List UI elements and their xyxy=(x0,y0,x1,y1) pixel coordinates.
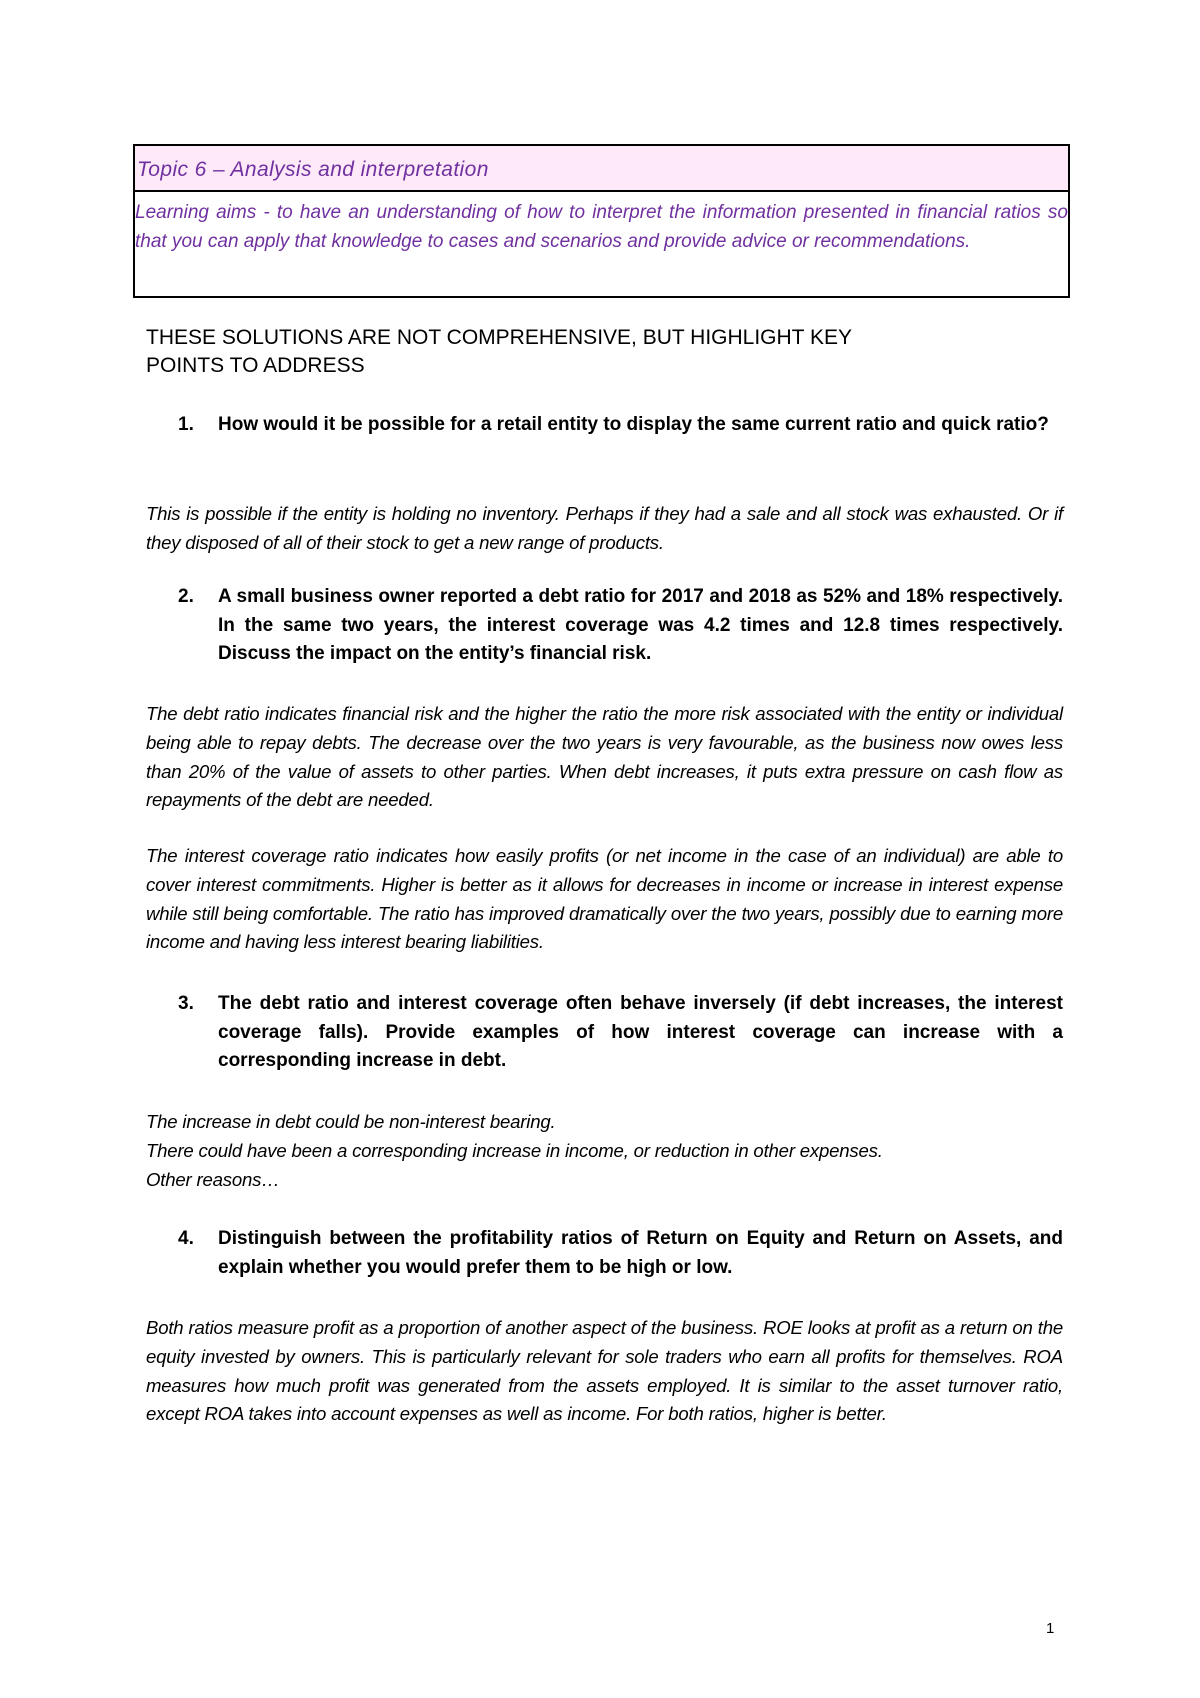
question-1 xyxy=(178,411,1063,440)
question-2 xyxy=(178,583,1063,669)
topic-title: Topic 6 – Analysis and interpretation xyxy=(137,158,489,181)
answer-3 xyxy=(146,1108,1063,1194)
question-3 xyxy=(178,990,1063,1076)
question-4 xyxy=(178,1225,1063,1282)
answer-2-paragraph-1: The debt ratio indicates financial risk and the higher the ratio the more risk associated with the entity or individual being able to repay debts. The decrease over the two years is very favourable, as the business now owes less than 20% of the value of assets to other parties. When debt increases, it puts extra pressure on cash flow as repayments of the debt are needed. xyxy=(146,703,1063,811)
question-text: The debt ratio and interest coverage often behave inversely (if debt increases, the interest coverage falls). Provide examples of how interest coverage can increase with a corresponding increase in debt. xyxy=(218,993,1063,1071)
page-number: 1 xyxy=(1046,1620,1055,1637)
answer-3-line-2: There could have been a corresponding increase in income, or reduction in other expenses. xyxy=(146,1139,883,1161)
topic-title-row xyxy=(135,146,1068,192)
learning-aims-row xyxy=(135,192,1068,296)
question-number: 1. xyxy=(178,414,194,435)
learning-aims-text: Learning aims - to have an understanding of how to interpret the information presented in financial ratios so that you can apply that knowledge to cases and scenarios and provide advice or recommendations. xyxy=(135,202,1068,252)
question-number: 4. xyxy=(178,1228,194,1249)
question-number: 3. xyxy=(178,993,194,1014)
question-text: A small business owner reported a debt ratio for 2017 and 2018 as 52% and 18% respectively. In the same two years, the interest coverage was 4.2 times and 12.8 times respectively. Discuss the impact on the entity’s financial risk. xyxy=(218,586,1063,664)
notice-line-1: THESE SOLUTIONS ARE NOT COMPREHENSIVE, BUT HIGHLIGHT KEY xyxy=(146,326,852,349)
question-number: 2. xyxy=(178,586,194,607)
answer-3-line-1: The increase in debt could be non-interest bearing. xyxy=(146,1111,556,1132)
topic-box xyxy=(133,144,1070,298)
answer-1-paragraph-1: This is possible if the entity is holding no inventory. Perhaps if they had a sale and all stock was exhausted. Or if they disposed of all of their stock to get a new range of products. xyxy=(146,503,1063,553)
answer-4-paragraph-1: Both ratios measure profit as a proportion of another aspect of the business. ROE looks at profit as a return on the equity invested by owners. This is particularly relevant for sole traders who earn all profits for themselves. ROA measures how much profit was generated from the assets employed. It is similar to the asset turnover ratio, except ROA takes into account expenses as well as income. For both ratios, higher is better. xyxy=(146,1317,1063,1425)
solutions-notice-heading xyxy=(146,324,1066,380)
question-text: Distinguish between the profitability ratios of Return on Equity and Return on Assets, and explain whether you would prefer them to be high or low. xyxy=(218,1228,1063,1278)
question-text: How would it be possible for a retail entity to display the same current ratio and quick ratio? xyxy=(218,414,1049,435)
answer-2-paragraph-2: The interest coverage ratio indicates how easily profits (or net income in the case of an individual) are able to cover interest commitments. Higher is better as it allows for decreases in income or increase in interest expense while still being comfortable. The ratio has improved dramatically over the two years, possibly due to earning more income and having less interest bearing liabilities. xyxy=(146,845,1063,953)
notice-line-2: POINTS TO ADDRESS xyxy=(146,354,365,377)
answer-3-line-3: Other reasons… xyxy=(146,1168,280,1190)
